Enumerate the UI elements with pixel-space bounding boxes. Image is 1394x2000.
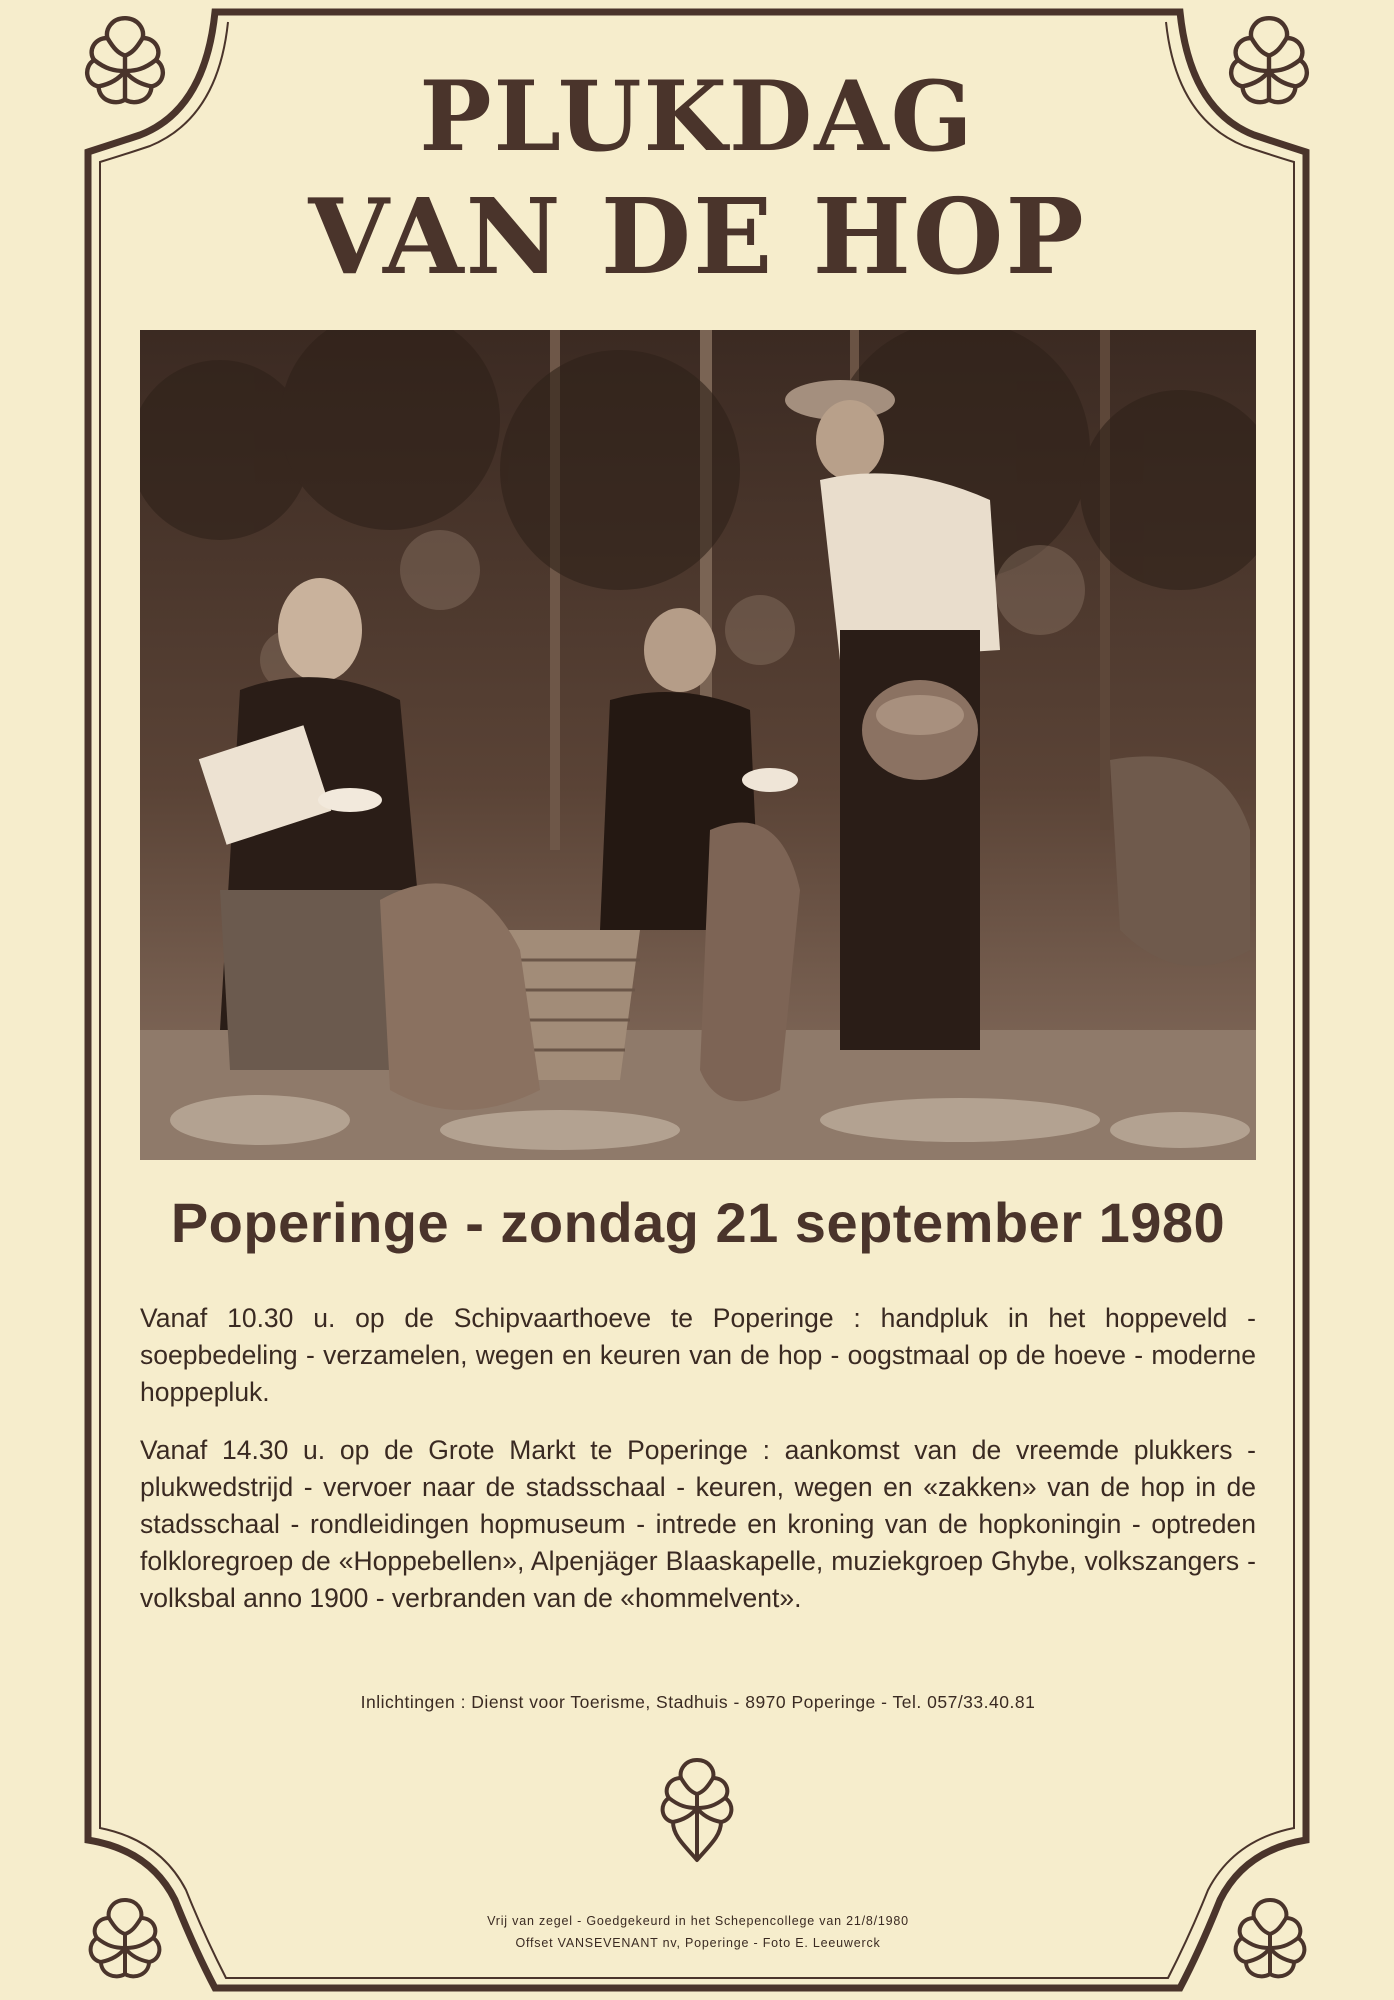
poster-title-line2: VAN DE HOP: [308, 175, 1086, 298]
afternoon-program: Vanaf 14.30 u. op de Grote Markt te Poperinge : aankomst van de vreemde plukkers - plukwedstrijd - vervoer naar de stadsschaal - keuren, wegen en «zakken» van de hop in de stadsschaal - rondleidingen hopmuseum - intrede en kroning van de hopkoningin - optreden folkloregroep de «Hoppebellen», Alpenjäger Blaaskapelle, muziekgroep Ghybe, volkszangers - volksbal anno 1900 - verbranden van de «hommelvent».: [140, 1435, 1256, 1613]
contact-info: Inlichtingen : Dienst voor Toerisme, Stadhuis - 8970 Poperinge - Tel. 057/33.40.81: [360, 1692, 1036, 1712]
hop-pickers-photo: [140, 330, 1256, 1160]
poster-title-line1: PLUKDAG: [419, 60, 975, 173]
footer-credits: Offset VANSEVENANT nv, Poperinge - Foto E. Leeuwerck: [515, 1936, 881, 1950]
hop-cone-icon: [647, 1752, 747, 1867]
footer-approval: Vrij van zegel - Goedgekeurd in het Schepencollege van 21/8/1980: [487, 1914, 909, 1928]
morning-program: Vanaf 10.30 u. op de Schipvaarthoeve te Poperinge : handpluk in het hoppeveld - soepbedeling - verzamelen, wegen en keuren van de hop - oogstmaal op de hoeve - moderne hoppepluk.: [140, 1303, 1256, 1407]
event-headline: Poperinge - zondag 21 september 1980: [170, 1191, 1226, 1254]
